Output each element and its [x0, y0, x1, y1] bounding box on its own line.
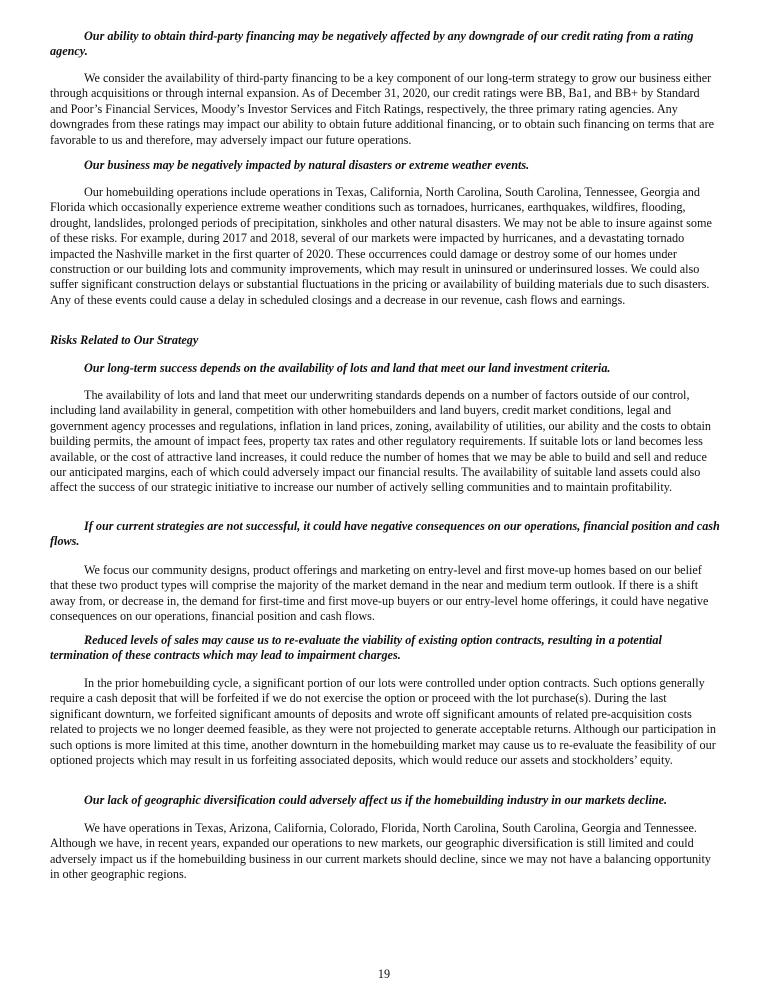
heading-geographic-diversification: Our lack of geographic diversification could adversely affect us if the homebuilding industry in our markets decline. [84, 793, 668, 807]
paragraph-natural-disasters: Our homebuilding operations include operations in Texas, California, North Carolina, South Carolina, Tennessee, Georgia and Florida which occasionally experience extreme weather conditions such as tornadoes, hurricanes, earthquakes, wildfires, flooding, drought, landslides, prolonged periods of precipitation, sinkholes and other natural disasters. We may not be able to insure against some of these risks. For example, during 2017 and 2018, several of our markets were impacted by hurricanes, and a devastating tornado impacted the Nashville market in the first quarter of 2020. These occurrences could damage or destroy some of our homes under construction or our building lots and community improvements, which may result in uninsured or underinsured losses. We could also suffer significant construction delays or substantial fluctuations in the pricing or availability of building materials due to such disasters. Any of these events could cause a delay in scheduled closings and a decrease in our revenue, cash flows and earnings. [50, 185, 712, 307]
heading-financing-risk: Our ability to obtain third-party financing may be negatively affected by any downgrade of our credit rating from a rating agency. [50, 29, 694, 59]
paragraph-geographic-diversification: We have operations in Texas, Arizona, California, Colorado, Florida, North Carolina, South Carolina, Georgia and Tennessee. Although we have, in recent years, expanded our operations to new markets, our geographic diversification is still limited and could adversely impact us if the homebuilding business in our current markets should decline, since we may not have a balancing opportunity in other geographic regions. [50, 821, 712, 882]
paragraph-land-availability: The availability of lots and land that meet our underwriting standards depends on a number of factors outside of our control, including land availability in general, competition with other homebuilders and land buyers, credit market conditions, legal and government agency processes and regulations, inflation in land prices, zoning, availability of utilities, our ability and the costs to obtain building permits, the amount of impact fees, property tax rates and other regulatory requirements. If suitable lots or land becomes less available, or the cost of attractive land increases, it could reduce the number of homes that we may be able to build and sell and reduce our anticipated margins, each of which could adversely impact our financial results. The availability of suitable land assets could also affect the success of our strategic initiative to increase our number of actively selling communities and to maintain profitability. [50, 388, 712, 495]
heading-option-contracts: Reduced levels of sales may cause us to re-evaluate the viability of existing option contracts, resulting in a potential termination of these contracts which may lead to impairment charges. [50, 633, 662, 663]
page-number: 19 [377, 967, 391, 981]
paragraph-option-contracts: In the prior homebuilding cycle, a significant portion of our lots were controlled under option contracts. Such options generally require a cash deposit that will be forfeited if we do not exercise the option or proceed with the lot purchase(s). During the last significant downturn, we forfeited significant amounts of deposits and wrote off significant amounts of related pre-acquisition costs related to projects we no longer deemed feasible, as they were not projected to generate acceptable returns. Although our participation in such options is more limited at this time, another downturn in the homebuilding market may cause us to re-evaluate the feasibility of our optioned projects which may result in us forfeiting associated deposits, which would reduce our assets and stockholders’ equity. [50, 676, 716, 768]
paragraph-financing-risk: We consider the availability of third-party financing to be a key component of our long-term strategy to grow our business either through acquisitions or through internal expansion. As of December 31, 2020, our credit ratings were BB, Ba1, and BB+ by Standard and Poor’s Financial Services, Moody’s Investor Services and Fitch Ratings, respectively, the three primary rating agencies. Any downgrades from these ratings may impact our ability to obtain future additional financing, or to obtain such financing on terms that are favorable to us and therefore, may adversely impact our future operations. [50, 71, 715, 147]
heading-current-strategies: If our current strategies are not successful, it could have negative consequences on our operations, financial position and cash flows. [50, 519, 720, 549]
heading-natural-disasters: Our business may be negatively impacted by natural disasters or extreme weather events. [84, 158, 530, 172]
section-title-strategy-risks: Risks Related to Our Strategy [50, 333, 199, 347]
heading-land-availability: Our long-term success depends on the availability of lots and land that meet our land investment criteria. [84, 361, 611, 375]
paragraph-current-strategies: We focus our community designs, product offerings and marketing on entry-level and first move-up homes based on our belief that these two product types will comprise the majority of the market demand in the near and medium term outlook. If there is a shift away from, or decrease in, the demand for first-time and first move-up buyers or our entry-level home offerings, it could have negative consequences on our operations, financial position and cash flows. [50, 563, 709, 624]
